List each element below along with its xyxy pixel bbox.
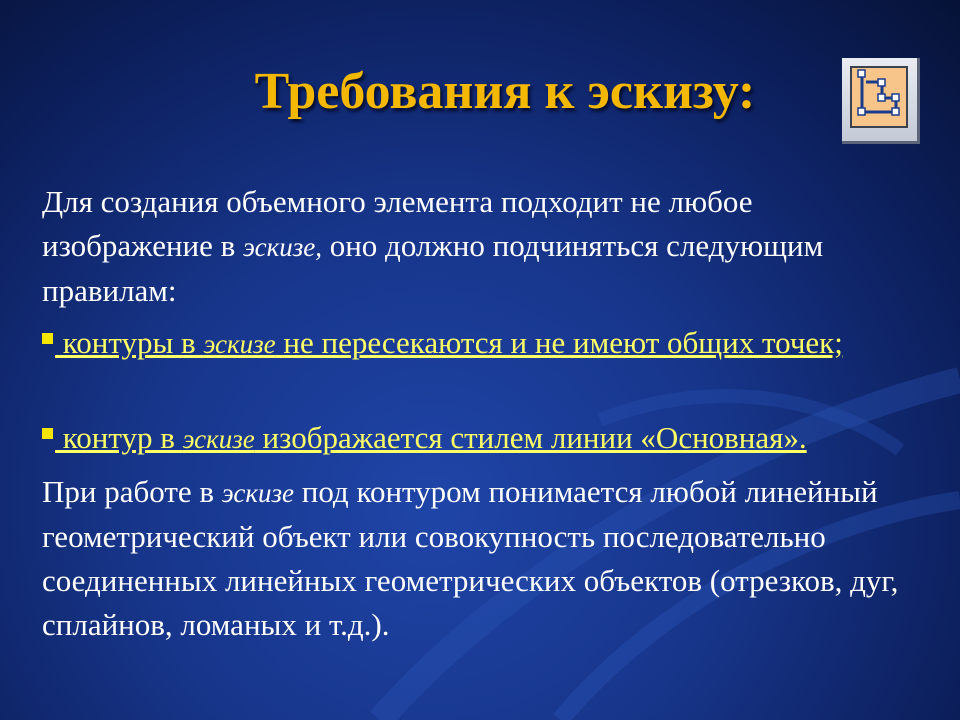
slide-title: Требования к эскизу: <box>254 63 756 120</box>
note-paragraph <box>42 470 922 647</box>
intro-italic: эскизе, <box>243 232 322 262</box>
rule-item-1 <box>42 321 922 366</box>
intro-text-1: Для создания объемного элемента подходит не любое изображение в <box>42 184 753 263</box>
note-text-1: При работе в <box>42 474 222 509</box>
square-bullet-icon <box>42 333 53 344</box>
sketch-icon <box>842 58 920 144</box>
sketch-contour-icon <box>850 66 908 128</box>
intro-text-2: оно должно подчиняться следующим правилам: <box>42 228 824 308</box>
intro-paragraph <box>42 180 922 313</box>
note-italic: эскизе <box>221 478 294 508</box>
rule-1-link[interactable]: контуры в эскизе не пересекаются и не имеют общих точек; <box>55 325 843 360</box>
rule-2-link[interactable]: контур в эскизе изображается стилем линии «Основная». <box>55 420 807 455</box>
note-text-2: под контуром понимается любой линейный геометрический объект или совокупность последовательно соединенных линейных геометрических объектов (отрезков, дуг, сплайнов, ломаных и т.д.). <box>42 474 899 642</box>
rule-item-2 <box>42 416 922 461</box>
square-bullet-icon <box>42 428 53 439</box>
